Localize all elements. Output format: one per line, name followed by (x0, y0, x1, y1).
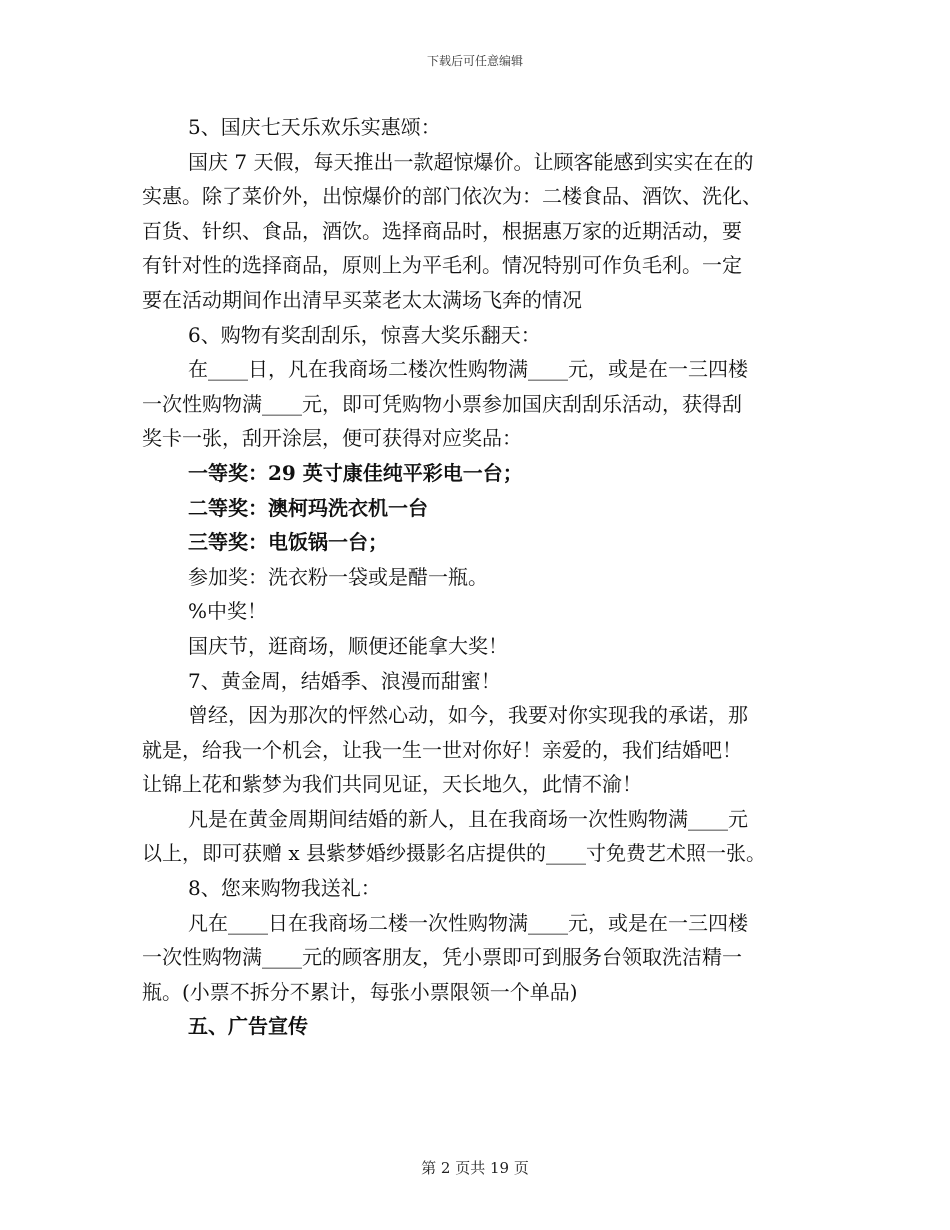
paragraph-line: 要在活动期间作出清早买菜老太太满场飞奔的情况 (142, 287, 582, 312)
page-number: 第 2 页共 19 页 (421, 1159, 529, 1177)
paragraph-line: 就是，给我一个机会，让我一生一世对你好！亲爱的，我们结婚吧！ (142, 737, 742, 762)
prize-second: 二等奖：澳柯玛洗衣机一台 (188, 495, 428, 520)
paragraph-line: 以上，即可获赠 x 县紫梦婚纱摄影名店提供的____寸免费艺术照一张。 (142, 841, 766, 866)
document-body (142, 110, 810, 1044)
prize-third: 三等奖：电饭锅一台； (188, 530, 388, 555)
section-heading: 6、购物有奖刮刮乐，惊喜大奖乐翻天： (188, 322, 541, 347)
paragraph-line: 国庆节，逛商场，顺便还能拿大奖！ (188, 633, 508, 658)
paragraph-line: 凡是在黄金周期间结婚的新人，且在我商场一次性购物满____元 (188, 806, 748, 831)
paragraph-line: %中奖！ (188, 599, 268, 624)
paragraph-line: 一次性购物满____元的顾客朋友，凭小票即可到服务台领取洗洁精一 (142, 945, 742, 970)
paragraph-line: 实惠。除了菜价外，出惊爆价的部门依次为：二楼食品、酒饮、洗化、 (142, 184, 762, 209)
paragraph-line: 奖卡一张，刮开涂层，便可获得对应奖品： (142, 426, 522, 451)
section-heading: 8、您来购物我送礼： (188, 876, 381, 901)
section-heading: 7、黄金周，结婚季、浪漫而甜蜜！ (188, 668, 501, 693)
section-heading: 5、国庆七天乐欢乐实惠颂： (188, 115, 441, 139)
prize-first: 一等奖：29 英寸康佳纯平彩电一台； (188, 460, 523, 485)
paragraph-line: 有针对性的选择商品，原则上为平毛利。情况特别可作负毛利。一定 (142, 253, 742, 278)
chapter-heading: 五、广告宣传 (188, 1014, 308, 1039)
paragraph-line: 瓶。(小票不拆分不累计，每张小票限领一个单品) (142, 979, 578, 1004)
paragraph-line: 曾经，因为那次的怦然心动，如今，我要对你实现我的承诺，那 (188, 703, 748, 728)
paragraph-line: 让锦上花和紫梦为我们共同见证，天长地久，此情不渝！ (142, 772, 642, 797)
page-header: 下载后可任意编辑 (426, 54, 523, 68)
paragraph-line: 百货、针织、食品，酒饮。选择商品时，根据惠万家的近期活动，要 (142, 218, 742, 243)
paragraph-line: 国庆 7 天假，每天推出一款超惊爆价。让顾客能感到实实在在的 (188, 149, 754, 174)
paragraph-line: 凡在____日在我商场二楼一次性购物满____元，或是在一三四楼 (188, 910, 748, 935)
paragraph-line: 一次性购物满____元，即可凭购物小票参加国庆刮刮乐活动，获得刮 (142, 391, 742, 416)
paragraph-line: 在____日，凡在我商场二楼次性购物满____元，或是在一三四楼 (188, 357, 748, 382)
prize-participation: 参加奖：洗衣粉一袋或是醋一瓶。 (188, 564, 488, 589)
